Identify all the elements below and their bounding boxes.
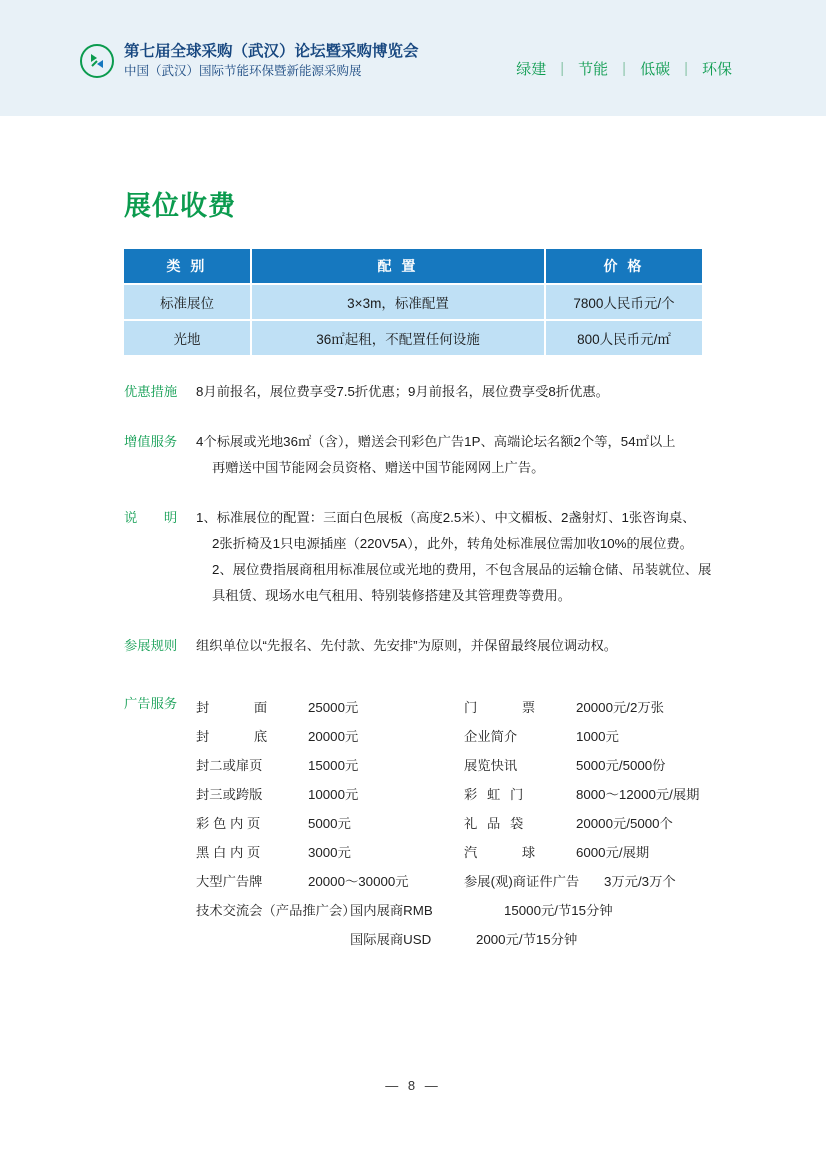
ads-item-price: 20000元/5000个 <box>576 816 673 831</box>
page-content <box>0 184 826 954</box>
ads-row <box>196 809 764 838</box>
table-row <box>124 319 702 355</box>
ads-extra-row <box>196 896 764 925</box>
brand-logo <box>80 42 419 80</box>
ads-item-price: 3万元/3万个 <box>604 874 676 889</box>
note-body-value-added <box>196 429 744 481</box>
note-label-discount: 优惠措施 <box>124 384 178 399</box>
booth-fee-table <box>124 249 702 355</box>
note-line: 1、标准展位的配置：三面白色展板（高度2.5米）、中文楣板、2盏射灯、1张咨询桌、 <box>196 510 696 525</box>
table-header-row <box>124 249 702 283</box>
ads-extra-row <box>196 925 764 954</box>
note-label-explanation: 说 明 <box>124 510 178 525</box>
ads-item-name: 封三或跨版 <box>196 787 263 802</box>
ads-sub-price: 15000元/节15分钟 <box>504 903 613 918</box>
nav-item-environmental[interactable]: 环保 <box>701 61 732 78</box>
nav-separator: | <box>684 60 688 77</box>
ads-item-name: 礼 品 袋 <box>464 816 527 831</box>
note-body-discount <box>196 379 744 405</box>
recycle-circle-icon <box>80 44 114 78</box>
nav-item-green-building[interactable]: 绿建 <box>516 61 547 78</box>
ads-item-name: 封 底 <box>196 729 274 744</box>
page-number: — 8 — <box>385 1078 441 1093</box>
note-rules <box>124 633 744 659</box>
table-row <box>124 283 702 319</box>
ads-row <box>196 838 764 867</box>
ads-item-price: 1000元 <box>576 729 619 744</box>
ads-item-price: 20000～30000元 <box>308 874 409 889</box>
ads-entry-left <box>196 867 464 896</box>
note-line: 4个标展或光地36㎡（含），赠送会刊彩色广告1P、高端论坛名额2个等，54㎡以上 <box>196 434 676 449</box>
ads-row <box>196 867 764 896</box>
ads-entry-right <box>464 693 732 722</box>
ads-entry-left <box>196 722 464 751</box>
note-value-added <box>124 429 744 481</box>
ads-price-grid <box>196 693 764 954</box>
ads-item-name: 展览快讯 <box>464 758 518 773</box>
ads-item-name: 大型广告牌 <box>196 874 263 889</box>
ads-item-price: 3000元 <box>308 845 351 860</box>
ads-item-name: 彩 虹 门 <box>464 787 527 802</box>
cell-configuration: 3×3m，标准配置 <box>252 283 546 319</box>
ads-item-price: 8000～12000元/展期 <box>576 787 700 802</box>
ads-entry-left <box>196 751 464 780</box>
cell-configuration: 36㎡起租，不配置任何设施 <box>252 319 546 355</box>
note-line: 8月前报名，展位费享受7.5折优惠；9月前报名，展位费享受8折优惠。 <box>196 384 609 399</box>
ads-item-name: 封 面 <box>196 700 274 715</box>
ads-item-name: 黑 白 内 页 <box>196 845 261 860</box>
ads-entry-right <box>464 780 732 809</box>
ads-entry-left <box>196 780 464 809</box>
ads-row <box>196 693 764 722</box>
ads-row <box>196 722 764 751</box>
note-label-value-added: 增值服务 <box>124 434 178 449</box>
ads-entry-left <box>196 809 464 838</box>
ads-item-name: 汽 球 <box>464 845 542 860</box>
note-line: 组织单位以“先报名、先付款、先安排”为原则，并保留最终展位调动权。 <box>196 638 618 653</box>
nav-separator: | <box>622 60 627 77</box>
ads-sub-name: 国际展商USD <box>350 932 432 947</box>
ads-sub-name: 国内展商RMB <box>350 903 433 918</box>
cell-category: 光地 <box>124 319 252 355</box>
advertising-services <box>124 693 764 954</box>
note-body-explanation <box>196 505 744 609</box>
note-line: 再赠送中国节能网会员资格、赠送中国节能网网上广告。 <box>212 460 545 475</box>
brand-title-line1: 第七届全球采购（武汉）论坛暨采购博览会 <box>124 43 419 60</box>
ads-item-price: 10000元 <box>308 787 359 802</box>
ads-row <box>196 751 764 780</box>
ads-item-name: 技术交流会（产品推广会） <box>196 903 356 918</box>
note-line: 2、展位费指展商租用标准展位或光地的费用，不包含展品的运输仓储、吊装就位、展 <box>212 562 712 577</box>
ads-item-name: 门 票 <box>464 700 542 715</box>
ads-entry-left <box>196 693 464 722</box>
header-nav[interactable] <box>502 58 746 79</box>
page-header <box>0 0 826 116</box>
table-header-category: 类 别 <box>124 249 252 283</box>
note-explanation <box>124 505 744 609</box>
ads-item-price: 25000元 <box>308 700 359 715</box>
ads-item-name: 参展(观)商证件广告 <box>464 874 580 889</box>
nav-item-energy-saving[interactable]: 节能 <box>578 61 609 78</box>
ads-item-price: 6000元/展期 <box>576 845 650 860</box>
ads-sub-price: 2000元/节15分钟 <box>476 932 578 947</box>
note-discount <box>124 379 744 405</box>
page-title: 展位收费 <box>124 191 236 221</box>
ads-item-price: 20000元/2万张 <box>576 700 664 715</box>
note-line: 2张折椅及1只电源插座（220V5A），此外，转角处标准展位需加收10%的展位费。 <box>212 536 693 551</box>
table-header-configuration: 配 置 <box>252 249 546 283</box>
ads-item-price: 5000元/5000份 <box>576 758 666 773</box>
ads-entry-right <box>464 751 732 780</box>
nav-separator: | <box>560 60 565 77</box>
note-label-rules: 参展规则 <box>124 638 178 653</box>
ads-entry-right <box>464 867 732 896</box>
note-body-rules <box>196 633 744 659</box>
nav-item-low-carbon[interactable]: 低碳 <box>640 61 671 78</box>
ads-label: 广告服务 <box>124 696 178 711</box>
ads-entry-left <box>196 838 464 867</box>
ads-item-price: 15000元 <box>308 758 359 773</box>
ads-entry-right <box>464 722 732 751</box>
ads-item-price: 5000元 <box>308 816 351 831</box>
ads-item-name: 封二或扉页 <box>196 758 263 773</box>
ads-item-price: 20000元 <box>308 729 359 744</box>
cell-category: 标准展位 <box>124 283 252 319</box>
cell-price: 800人民币元/㎡ <box>546 319 702 355</box>
table-header-price: 价 格 <box>546 249 702 283</box>
brand-title-line2: 中国（武汉）国际节能环保暨新能源采购展 <box>124 64 362 78</box>
note-line: 具租赁、现场水电气租用、特别装修搭建及其管理费等费用。 <box>212 588 572 603</box>
ads-row <box>196 780 764 809</box>
ads-entry-right <box>464 809 732 838</box>
ads-item-name: 彩 色 内 页 <box>196 816 261 831</box>
ads-entry-right <box>464 838 732 867</box>
cell-price: 7800人民币元/个 <box>546 283 702 319</box>
ads-item-name: 企业简介 <box>464 729 518 744</box>
